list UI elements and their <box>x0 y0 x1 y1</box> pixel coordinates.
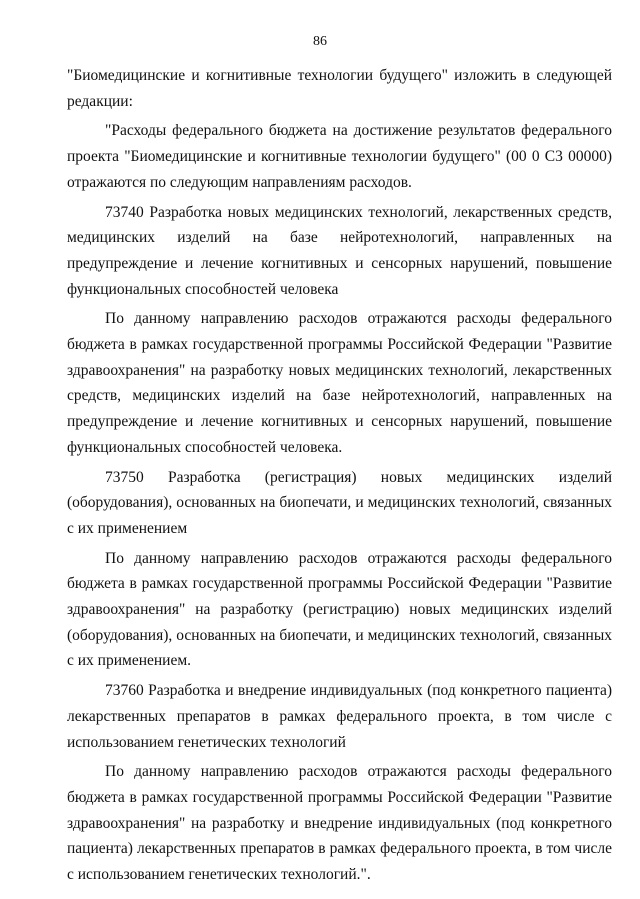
paragraph-73750-description: По данному направлению расходов отражаются расходы федерального бюджета в рамках государственной программы Российской Федерации "Развитие здравоохранения" на разработку (регистрацию) новых медицинских изделий (оборудования), основанных на биопечати, и медицинских технологий, связанных с их применением. <box>67 549 612 670</box>
paragraph-code-73740: 73740 Разработка новых медицинских технологий, лекарственных средств, медицинских изделий на базе нейротехнологий, направленных на предупреждение и лечение когнитивных и сенсорных нарушений, повышение функциональных способностей человека <box>67 203 612 298</box>
paragraph-code-73750: 73750 Разработка (регистрация) новых медицинских изделий (оборудования), основанных на биопечати, и медицинских технологий, связанных с их применением <box>67 468 612 537</box>
paragraph-code-73760: 73760 Разработка и внедрение индивидуальных (под конкретного пациента) лекарственных препаратов в рамках федерального проекта, в том числе с использованием генетических технологий <box>67 682 612 751</box>
paragraph-intro: "Биомедицинские и когнитивные технологии будущего" изложить в следующей редакции: <box>67 67 612 110</box>
page-number: 86 <box>313 34 327 49</box>
paragraph-73760-description: По данному направлению расходов отражаются расходы федерального бюджета в рамках государственной программы Российской Федерации "Развитие здравоохранения" на разработку и внедрение индивидуальных (под конкретного пациента) лекарственных препаратов в рамках федерального проекта, в том числе с использованием генетических технологий.". <box>67 763 612 884</box>
paragraph-expenses-intro: "Расходы федерального бюджета на достижение результатов федерального проекта "Биомедицинские и когнитивные технологии будущего" (00 0 С3 00000) отражаются по следующим направлениям расходов. <box>67 122 612 191</box>
paragraph-73740-description: По данному направлению расходов отражаются расходы федерального бюджета в рамках государственной программы Российской Федерации "Развитие здравоохранения" на разработку новых медицинских технологий, лекарственных средств, медицинских изделий на базе нейротехнологий, направленных на предупреждение и лечение когнитивных и сенсорных нарушений, повышение функциональных способностей человека. <box>67 310 612 456</box>
document-body <box>67 63 612 892</box>
